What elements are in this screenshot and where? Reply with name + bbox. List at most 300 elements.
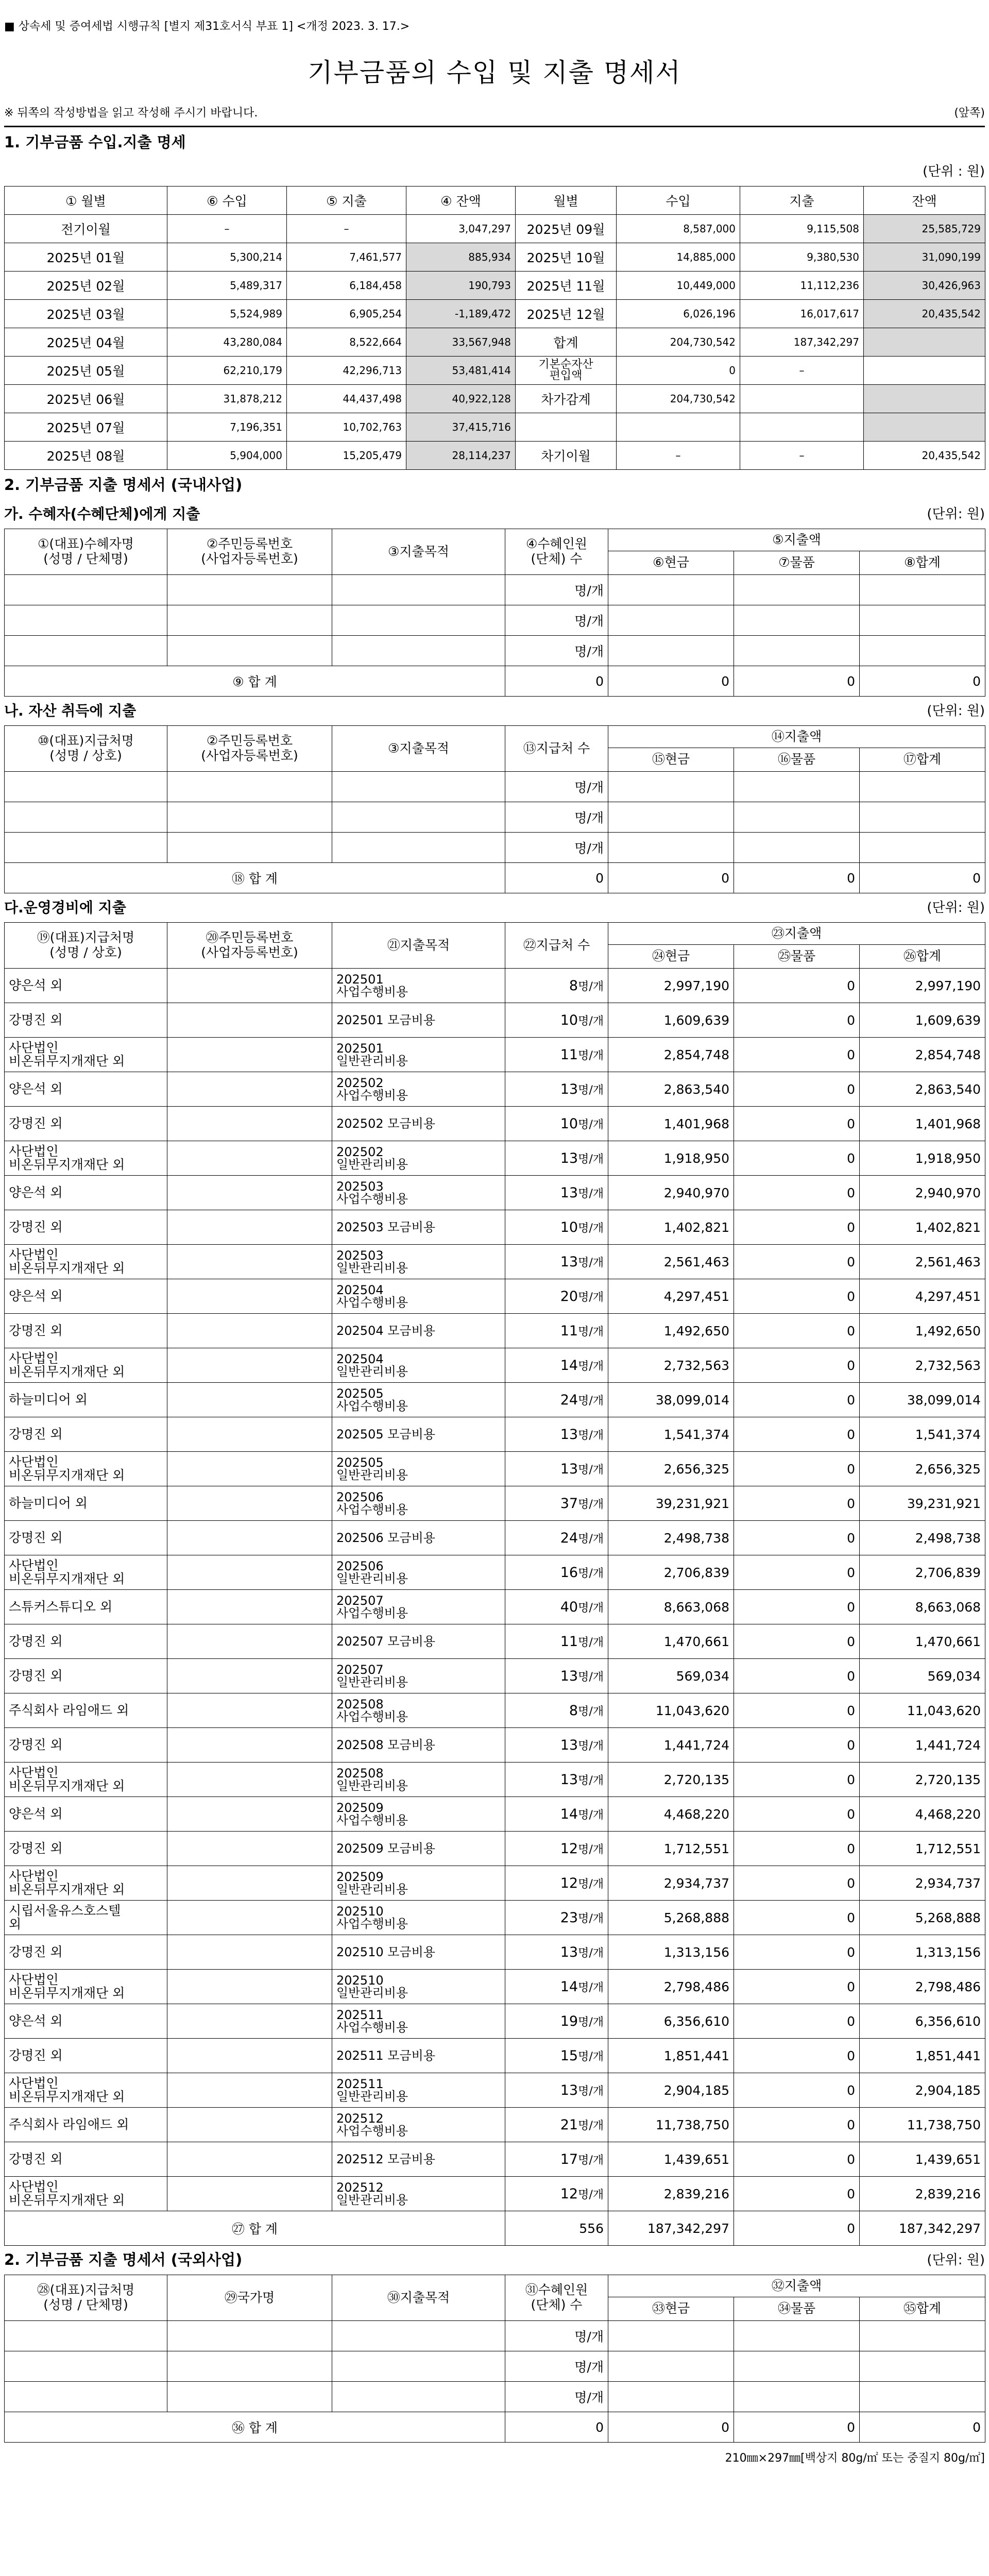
registration-number [167, 1245, 332, 1279]
registration-number [167, 2073, 332, 2108]
count-unit: 명/개 [578, 1153, 604, 1166]
total-amount: 1,402,821 [860, 1210, 985, 1245]
table-row [5, 1659, 985, 1693]
cash-amount: 2,656,325 [608, 1452, 734, 1486]
expense-cell: 42,296,713 [287, 357, 406, 385]
count-unit: 명/개 [505, 2351, 608, 2382]
cash-amount: 11,738,750 [608, 2108, 734, 2142]
income-cell: 204,730,542 [617, 385, 740, 413]
expense-cell: 7,461,577 [287, 243, 406, 272]
income-cell: 14,885,000 [617, 243, 740, 272]
payee-name: 하늘미디어 외 [5, 1486, 167, 1521]
table-row [5, 969, 985, 1003]
registration-number [167, 1590, 332, 1624]
expense-purpose: 202505 사업수행비용 [332, 1383, 505, 1417]
header-amount: ㉓지출액 [608, 923, 985, 945]
balance-cell: 28,114,237 [406, 442, 516, 470]
balance-cell: 40,922,128 [406, 385, 516, 413]
total-amount: 1,401,968 [860, 1107, 985, 1141]
payee-count [505, 1072, 608, 1107]
total-row [5, 2412, 985, 2443]
table-row [5, 1452, 985, 1486]
header-goods: ㉕물품 [734, 945, 860, 969]
count-unit: 명/개 [578, 1912, 604, 1925]
payee-count [505, 1935, 608, 1970]
header-purpose: ㉑지출목적 [332, 923, 505, 969]
payee-count-value: 17 [560, 2151, 578, 2167]
total-goods: 0 [734, 2412, 860, 2443]
goods-amount: 0 [734, 1866, 860, 1901]
expense-purpose: 202509 모금비용 [332, 1832, 505, 1866]
count-unit: 명/개 [578, 1049, 604, 1062]
count-unit: 명/개 [578, 1774, 604, 1787]
total-amount: 2,498,738 [860, 1521, 985, 1555]
header-total: ㉖합계 [860, 945, 985, 969]
expense-purpose: 202508 사업수행비용 [332, 1693, 505, 1728]
cash-amount: 2,854,748 [608, 1038, 734, 1072]
expense-purpose: 202504 사업수행비용 [332, 1279, 505, 1314]
registration-number [167, 1728, 332, 1762]
cash-amount: 1,439,651 [608, 2142, 734, 2177]
count-unit: 명/개 [578, 1463, 604, 1477]
header-purpose: ③지출목적 [332, 726, 505, 772]
expense-cell: 9,115,508 [740, 215, 864, 243]
expense-purpose: 202507 모금비용 [332, 1624, 505, 1659]
month-cell: 차기이월 [516, 442, 617, 470]
cash-amount: 1,918,950 [608, 1141, 734, 1176]
header-cash: ⑮현금 [608, 748, 734, 772]
total-sum: 0 [860, 2412, 985, 2443]
header-registration-number: ②주민등록번호 (사업자등록번호) [167, 726, 332, 772]
payee-count-value: 14 [560, 1978, 578, 1995]
count-unit: 명/개 [505, 802, 608, 833]
registration-number [167, 1072, 332, 1107]
payee-count [505, 1521, 608, 1555]
payee-count [505, 1417, 608, 1452]
payee-count-value: 14 [560, 1357, 578, 1374]
goods-amount: 0 [734, 1555, 860, 1590]
count-unit: 명/개 [578, 1808, 604, 1822]
beneficiary-expense-table [4, 529, 985, 697]
registration-number [167, 1555, 332, 1590]
table-row [5, 1555, 985, 1590]
balance-cell: 885,934 [406, 243, 516, 272]
table-row [5, 2039, 985, 2073]
goods-amount: 0 [734, 1521, 860, 1555]
balance-cell [864, 357, 985, 385]
count-unit: 명/개 [578, 1083, 604, 1097]
total-count: 0 [505, 666, 608, 697]
payee-count-value: 11 [560, 1046, 578, 1063]
total-label: ⑨ 합 계 [5, 666, 505, 697]
expense-purpose: 202504 모금비용 [332, 1314, 505, 1348]
header-goods: ㉞물품 [734, 2297, 860, 2321]
section-2b-title: 나. 자산 취득에 지출 [4, 702, 137, 719]
section-1-unit: (단위 : 원) [923, 164, 985, 179]
payee-name: 강명진 외 [5, 1003, 167, 1038]
goods-amount: 0 [734, 1314, 860, 1348]
header-payee-count: ⑬지급처 수 [505, 726, 608, 772]
table-row [5, 802, 985, 833]
goods-amount: 0 [734, 1970, 860, 2004]
registration-number [167, 2177, 332, 2211]
count-unit: 명/개 [578, 1981, 604, 1994]
payee-count [505, 1970, 608, 2004]
payee-count [505, 2177, 608, 2211]
cash-amount: 2,732,563 [608, 1348, 734, 1383]
header-registration-number: ②주민등록번호 (사업자등록번호) [167, 529, 332, 575]
header-cash: ㉝현금 [608, 2297, 734, 2321]
balance-cell: 30,426,963 [864, 272, 985, 300]
payee-count-value: 23 [560, 1909, 578, 1926]
registration-number [167, 1210, 332, 1245]
month-cell: 2025년 10월 [516, 243, 617, 272]
count-unit: 명/개 [505, 2382, 608, 2412]
table-row [5, 1970, 985, 2004]
total-amount: 4,468,220 [860, 1797, 985, 1832]
table-row [5, 1314, 985, 1348]
goods-amount: 0 [734, 1072, 860, 1107]
payee-count [505, 1762, 608, 1797]
header-purpose: ㉚지출목적 [332, 2275, 505, 2321]
table-row [5, 413, 985, 442]
section-3-title: 2. 기부금품 지출 명세서 (국외사업) [4, 2251, 243, 2268]
table-row [5, 1832, 985, 1866]
table-row [5, 2177, 985, 2211]
month-cell: 차가감계 [516, 385, 617, 413]
section-2-title: 2. 기부금품 지출 명세서 (국내사업) [4, 476, 243, 494]
payee-count-value: 8 [569, 1702, 578, 1719]
cash-amount: 2,934,737 [608, 1866, 734, 1901]
table-row [5, 605, 985, 636]
payee-name: 양은석 외 [5, 1279, 167, 1314]
cash-amount: 1,470,661 [608, 1624, 734, 1659]
income-expense-table [4, 186, 985, 470]
payee-count [505, 1659, 608, 1693]
table-row [5, 2321, 985, 2351]
count-unit: 명/개 [578, 1394, 604, 1408]
expense-purpose: 202501 모금비용 [332, 1003, 505, 1038]
balance-cell: 31,090,199 [864, 243, 985, 272]
payee-count [505, 1486, 608, 1521]
table-row [5, 385, 985, 413]
payee-name: 사단법인 비온뒤무지개재단 외 [5, 1038, 167, 1072]
total-amount: 2,732,563 [860, 1348, 985, 1383]
cash-amount: 1,492,650 [608, 1314, 734, 1348]
cash-amount: 6,356,610 [608, 2004, 734, 2039]
count-unit: 명/개 [578, 1705, 604, 1718]
total-amount: 2,934,737 [860, 1866, 985, 1901]
header-recipient-count: ④수혜인원 (단체) 수 [505, 529, 608, 575]
header-payee-count: ㉒지급처 수 [505, 923, 608, 969]
total-amount: 38,099,014 [860, 1383, 985, 1417]
registration-number [167, 2108, 332, 2142]
payee-count-value: 13 [560, 1944, 578, 1960]
table-row [5, 1072, 985, 1107]
registration-number [167, 1383, 332, 1417]
total-amount: 39,231,921 [860, 1486, 985, 1521]
payee-name: 강명진 외 [5, 1314, 167, 1348]
expense-purpose: 202506 일반관리비용 [332, 1555, 505, 1590]
count-unit: 명/개 [578, 1360, 604, 1373]
cash-amount: 4,468,220 [608, 1797, 734, 1832]
table-row [5, 328, 985, 357]
payee-count [505, 1901, 608, 1935]
count-unit: 명/개 [505, 636, 608, 666]
payee-count [505, 2142, 608, 2177]
table-row [5, 2073, 985, 2108]
payee-name: 양은석 외 [5, 1176, 167, 1210]
expense-cell [740, 413, 864, 442]
cash-amount: 1,712,551 [608, 1832, 734, 1866]
section-1-title: 1. 기부금품 수입.지출 명세 [4, 133, 186, 151]
goods-amount: 0 [734, 1659, 860, 1693]
balance-cell: 37,415,716 [406, 413, 516, 442]
income-cell: 31,878,212 [167, 385, 287, 413]
header-goods: ⑯물품 [734, 748, 860, 772]
cash-amount: 1,313,156 [608, 1935, 734, 1970]
count-unit: 명/개 [578, 2119, 604, 2132]
table-row [5, 833, 985, 863]
expense-purpose: 202511 모금비용 [332, 2039, 505, 2073]
payee-count [505, 1383, 608, 1417]
expense-purpose: 202509 사업수행비용 [332, 1797, 505, 1832]
table-row [5, 1176, 985, 1210]
table-row [5, 1245, 985, 1279]
expense-purpose: 202510 사업수행비용 [332, 1901, 505, 1935]
payee-name: 스튜커스튜디오 외 [5, 1590, 167, 1624]
goods-amount: 0 [734, 2108, 860, 2142]
count-unit: 명/개 [505, 605, 608, 636]
month-cell: 2025년 05월 [5, 357, 167, 385]
count-unit: 명/개 [578, 1843, 604, 1856]
payee-count-value: 13 [560, 2082, 578, 2098]
payee-count-value: 19 [560, 2013, 578, 2029]
payee-name: 사단법인 비온뒤무지개재단 외 [5, 1970, 167, 2004]
payee-name: 강명진 외 [5, 1521, 167, 1555]
expense-purpose: 202502 사업수행비용 [332, 1072, 505, 1107]
payee-name: 강명진 외 [5, 1728, 167, 1762]
payee-name: 시립서울유스호스텔 외 [5, 1901, 167, 1935]
payee-count [505, 1176, 608, 1210]
col-income-2: 수입 [617, 187, 740, 215]
cash-amount: 2,561,463 [608, 1245, 734, 1279]
registration-number [167, 1452, 332, 1486]
income-cell: 8,587,000 [617, 215, 740, 243]
goods-amount: 0 [734, 1383, 860, 1417]
goods-amount: 0 [734, 1279, 860, 1314]
cash-amount: 2,720,135 [608, 1762, 734, 1797]
table-row [5, 1693, 985, 1728]
balance-cell: 33,567,948 [406, 328, 516, 357]
expense-purpose: 202506 사업수행비용 [332, 1486, 505, 1521]
goods-amount: 0 [734, 2177, 860, 2211]
goods-amount: 0 [734, 1486, 860, 1521]
month-cell: 2025년 03월 [5, 300, 167, 328]
income-cell: 6,026,196 [617, 300, 740, 328]
balance-cell [864, 328, 985, 357]
cash-amount: 2,498,738 [608, 1521, 734, 1555]
expense-cell: 11,112,236 [740, 272, 864, 300]
header-country: ㉙국가명 [167, 2275, 332, 2321]
header-amount: ⑤지출액 [608, 529, 985, 551]
table-row [5, 1728, 985, 1762]
payee-name: 강명진 외 [5, 1210, 167, 1245]
total-amount: 1,712,551 [860, 1832, 985, 1866]
expense-cell: 10,702,763 [287, 413, 406, 442]
payee-count-value: 12 [560, 1840, 578, 1857]
table-row [5, 2382, 985, 2412]
goods-amount: 0 [734, 1901, 860, 1935]
header-cash: ㉔현금 [608, 945, 734, 969]
col-income: ⑥ 수입 [167, 187, 287, 215]
total-amount: 11,043,620 [860, 1693, 985, 1728]
cash-amount: 2,839,216 [608, 2177, 734, 2211]
total-amount: 2,863,540 [860, 1072, 985, 1107]
total-sum: 0 [860, 863, 985, 893]
asset-acquisition-table [4, 725, 985, 893]
header-payee-name: ⑩(대표)지급처명 (성명 / 상호) [5, 726, 167, 772]
expense-purpose: 202508 모금비용 [332, 1728, 505, 1762]
count-unit: 명/개 [578, 2188, 604, 2201]
payee-count [505, 1452, 608, 1486]
table-row [5, 243, 985, 272]
expense-purpose: 202503 사업수행비용 [332, 1176, 505, 1210]
balance-cell: 3,047,297 [406, 215, 516, 243]
total-sum: 0 [860, 666, 985, 697]
payee-count [505, 1797, 608, 1832]
goods-amount: 0 [734, 2073, 860, 2108]
expense-cell [740, 385, 864, 413]
balance-cell [864, 413, 985, 442]
table-row [5, 1107, 985, 1141]
payee-count-value: 20 [560, 1288, 578, 1304]
total-label: ㉗ 합 계 [5, 2211, 505, 2246]
payee-count-value: 13 [560, 1253, 578, 1270]
cash-amount: 2,940,970 [608, 1176, 734, 1210]
header-amount: ⑭지출액 [608, 726, 985, 748]
total-amount: 2,997,190 [860, 969, 985, 1003]
expense-purpose: 202503 일반관리비용 [332, 1245, 505, 1279]
table-row [5, 1901, 985, 1935]
total-cash: 0 [608, 863, 734, 893]
expense-purpose: 202502 일반관리비용 [332, 1141, 505, 1176]
income-cell: 7,196,351 [167, 413, 287, 442]
cash-amount: 39,231,921 [608, 1486, 734, 1521]
payee-count [505, 1555, 608, 1590]
payee-name: 강명진 외 [5, 2039, 167, 2073]
total-amount: 569,034 [860, 1659, 985, 1693]
total-goods: 0 [734, 2211, 860, 2246]
total-cash: 0 [608, 2412, 734, 2443]
table-row [5, 1797, 985, 1832]
total-amount: 5,268,888 [860, 1901, 985, 1935]
payee-count-value: 37 [560, 1495, 578, 1512]
col-expense-2: 지출 [740, 187, 864, 215]
income-cell [617, 413, 740, 442]
goods-amount: 0 [734, 1624, 860, 1659]
goods-amount: 0 [734, 1693, 860, 1728]
total-goods: 0 [734, 666, 860, 697]
section-2a-unit: (단위: 원) [927, 506, 985, 522]
total-row [5, 2211, 985, 2246]
header-registration-number: ⑳주민등록번호 (사업자등록번호) [167, 923, 332, 969]
month-cell: 2025년 07월 [5, 413, 167, 442]
registration-number [167, 1348, 332, 1383]
payee-count [505, 969, 608, 1003]
month-cell: 2025년 02월 [5, 272, 167, 300]
goods-amount: 0 [734, 1348, 860, 1383]
payee-count-value: 13 [560, 1081, 578, 1097]
expense-cell: – [740, 442, 864, 470]
payee-count [505, 1693, 608, 1728]
total-amount: 4,297,451 [860, 1279, 985, 1314]
count-unit: 명/개 [578, 1532, 604, 1546]
payee-count-value: 13 [560, 1150, 578, 1166]
cash-amount: 2,706,839 [608, 1555, 734, 1590]
table-row [5, 300, 985, 328]
payee-count [505, 1141, 608, 1176]
registration-number [167, 1970, 332, 2004]
goods-amount: 0 [734, 1210, 860, 1245]
header-total: ⑰합계 [860, 748, 985, 772]
table-row [5, 772, 985, 802]
payee-name: 사단법인 비온뒤무지개재단 외 [5, 2073, 167, 2108]
count-unit: 명/개 [578, 2015, 604, 2029]
total-amount: 1,918,950 [860, 1141, 985, 1176]
total-amount: 2,839,216 [860, 2177, 985, 2211]
payee-count [505, 2004, 608, 2039]
expense-purpose: 202511 사업수행비용 [332, 2004, 505, 2039]
income-cell: 0 [617, 357, 740, 385]
expense-cell: 187,342,297 [740, 328, 864, 357]
registration-number [167, 2004, 332, 2039]
cash-amount: 2,997,190 [608, 969, 734, 1003]
section-3-unit: (단위: 원) [927, 2252, 985, 2268]
cash-amount: 2,798,486 [608, 1970, 734, 2004]
payee-name: 하늘미디어 외 [5, 1383, 167, 1417]
payee-name: 사단법인 비온뒤무지개재단 외 [5, 1348, 167, 1383]
goods-amount: 0 [734, 2142, 860, 2177]
payee-count-value: 13 [560, 1184, 578, 1201]
payee-count [505, 1210, 608, 1245]
col-balance-2: 잔액 [864, 187, 985, 215]
table-row [5, 1486, 985, 1521]
registration-number [167, 2142, 332, 2177]
table-row [5, 215, 985, 243]
count-unit: 명/개 [578, 1877, 604, 1891]
count-unit: 명/개 [505, 772, 608, 802]
expense-cell: 6,905,254 [287, 300, 406, 328]
payee-count-value: 10 [560, 1012, 578, 1028]
header-total: ⑧합계 [860, 551, 985, 575]
payee-name: 강명진 외 [5, 1107, 167, 1141]
section-2b-unit: (단위: 원) [927, 703, 985, 719]
total-amount: 1,313,156 [860, 1935, 985, 1970]
goods-amount: 0 [734, 1417, 860, 1452]
count-unit: 명/개 [578, 980, 604, 993]
goods-amount: 0 [734, 1832, 860, 1866]
total-sum: 187,342,297 [860, 2211, 985, 2246]
goods-amount: 0 [734, 1452, 860, 1486]
page-side-label: (앞쪽) [954, 107, 985, 120]
count-unit: 명/개 [578, 1187, 604, 1200]
total-amount: 1,492,650 [860, 1314, 985, 1348]
expense-cell: 16,017,617 [740, 300, 864, 328]
col-month-2: 월별 [516, 187, 617, 215]
count-unit: 명/개 [578, 2050, 604, 2063]
registration-number [167, 1901, 332, 1935]
